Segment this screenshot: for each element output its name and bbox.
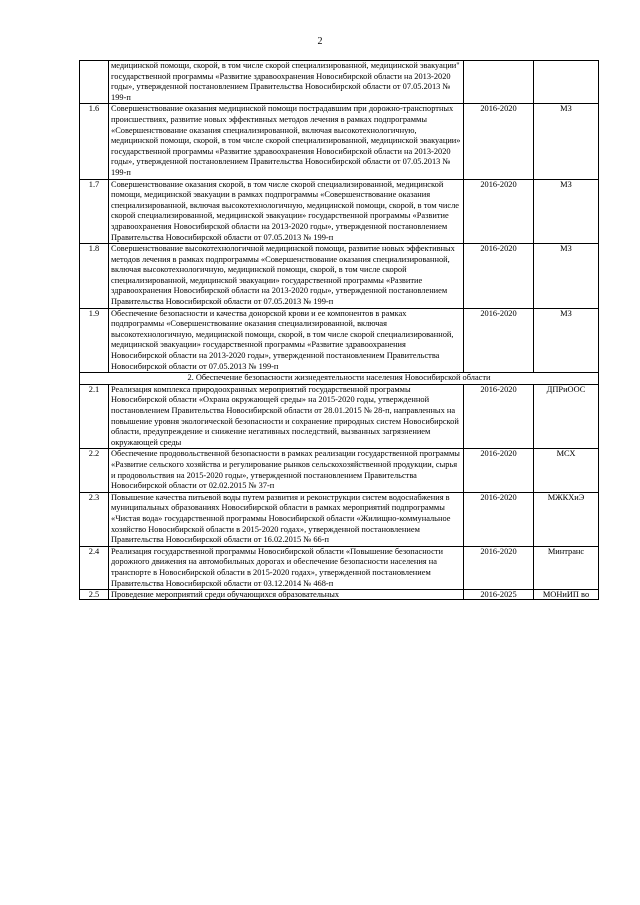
row-number: 2.1 bbox=[80, 384, 109, 449]
row-description: Повышение качества питьевой воды путем развития и реконструкции систем водоснабжения в муниципальных образованиях Новосибирской области в рамках мероприятий подпрограммы «Чистая вода» государственной программы Новосибирской области «Жилищно-коммунальное хозяйство Новосибирской области в 2015-2020 годах», утвержденной постановлением Правительства Новосибирской области от 16.02.2015 № 66-п bbox=[109, 492, 464, 546]
row-description: Совершенствование оказания скорой, в том числе скорой специализированной, медицинской помощи, медицинской эвакуации в рамках подпрограммы «Совершенствование оказания специализированной, включая высокотехнологичную, медицинской помощи, скорой, в том числе скорой специализированной, медицинской эвакуации» государственной программы «Развитие здравоохранения Новосибирской области на 2013-2020 годы», утвержденной постановлением Правительства Новосибирской области от 07.05.2013 № 199-п bbox=[109, 179, 464, 244]
row-period: 2016-2020 bbox=[464, 492, 534, 546]
row-description: Обеспечение продовольственной безопасности в рамках реализации государственной программы «Развитие сельского хозяйства и регулирование рынков сельскохозяйственной продукции, сырья и продовольствия на 2015-2020 годы», утвержденной постановлением Правительства Новосибирской области от 02.02.2015 № 37-п bbox=[109, 449, 464, 492]
table-row bbox=[80, 308, 599, 373]
row-executor: МЗ bbox=[534, 308, 599, 373]
table-row bbox=[80, 492, 599, 546]
table-row bbox=[80, 104, 599, 179]
row-executor: МЗ bbox=[534, 244, 599, 309]
row-number bbox=[80, 61, 109, 104]
row-period: 2016-2020 bbox=[464, 308, 534, 373]
row-period bbox=[464, 61, 534, 104]
row-period: 2016-2020 bbox=[464, 104, 534, 179]
row-executor: Минтранс bbox=[534, 546, 599, 589]
row-number: 1.9 bbox=[80, 308, 109, 373]
row-description: Совершенствование оказания медицинской помощи пострадавшим при дорожно-транспортных происшествиях, развитие новых эффективных методов лечения в рамках подпрограммы «Совершенствование оказания специализированной, включая высокотехнологичную, медицинской помощи, скорой, в том числе скорой специализированной, медицинской эвакуации» государственной программы «Развитие здравоохранения Новосибирской области на 2013-2020 годы», утвержденной постановлением Правительства Новосибирской области от 07.05.2013 № 199-п bbox=[109, 104, 464, 179]
section-title: 2. Обеспечение безопасности жизнедеятельности населения Новосибирской области bbox=[80, 373, 599, 385]
activities-table bbox=[79, 60, 599, 600]
row-number: 2.2 bbox=[80, 449, 109, 492]
row-executor: МЖКХиЭ bbox=[534, 492, 599, 546]
row-executor: МЗ bbox=[534, 104, 599, 179]
row-description: Проведение мероприятий среди обучающихся образовательных bbox=[109, 590, 464, 600]
row-number: 2.5 bbox=[80, 590, 109, 600]
row-period: 2016-2020 bbox=[464, 244, 534, 309]
row-period: 2016-2020 bbox=[464, 384, 534, 449]
table-row bbox=[80, 449, 599, 492]
row-description: медицинской помощи, скорой, в том числе скорой специализированной, медицинской эвакуации" государственной программы «Развитие здравоохранения Новосибирской области на 2013-2020 годы», утвержденной постановлением Правительства Новосибирской области от 07.05.2013 № 199-п bbox=[109, 61, 464, 104]
row-executor: ДПРиООС bbox=[534, 384, 599, 449]
row-period: 2016-2025 bbox=[464, 590, 534, 600]
table-row-continuation bbox=[80, 61, 599, 104]
row-description: Совершенствование высокотехнологичной медицинской помощи, развитие новых эффективных методов лечения в рамках подпрограммы «Совершенствование оказания специализированной, включая высокотехнологичную, медицинской помощи, скорой, в том числе скорой специализированной, медицинской эвакуации» государственной программы «Развитие здравоохранения Новосибирской области на 2013-2020 годы», утвержденной постановлением Правительства Новосибирской области от 07.05.2013 № 199-п bbox=[109, 244, 464, 309]
row-description: Реализация комплекса природоохранных мероприятий государственной программы Новосибирской области «Охрана окружающей среды» на 2015-2020 годы, утвержденной постановлением Правительства Новосибирской области от 28.01.2015 № 28-п, направленных на повышение уровня экологической безопасности и сохранение природных систем Новосибирской области, предупреждение и снижение негативных последствий, вызванных загрязнением окружающей среды bbox=[109, 384, 464, 449]
row-executor: МОНиИП во bbox=[534, 590, 599, 600]
row-description: Реализация государственной программы Новосибирской области «Повышение безопасности дорожного движения на автомобильных дорогах и обеспечение безопасности населения на транспорте в Новосибирской области в 2015-2020 годах», утвержденной постановлением Правительства Новосибирской области от 03.12.2014 № 468-п bbox=[109, 546, 464, 589]
row-period: 2016-2020 bbox=[464, 179, 534, 244]
page-number: 2 bbox=[317, 36, 323, 47]
row-number: 1.8 bbox=[80, 244, 109, 309]
row-executor: МЗ bbox=[534, 179, 599, 244]
row-executor: МСХ bbox=[534, 449, 599, 492]
row-number: 2.4 bbox=[80, 546, 109, 589]
section-heading-row bbox=[80, 373, 599, 385]
table-row bbox=[80, 546, 599, 589]
table-row bbox=[80, 244, 599, 309]
table-row bbox=[80, 384, 599, 449]
row-number: 1.7 bbox=[80, 179, 109, 244]
row-executor bbox=[534, 61, 599, 104]
table-row-cut bbox=[80, 590, 599, 600]
table-row bbox=[80, 179, 599, 244]
row-period: 2016-2020 bbox=[464, 449, 534, 492]
row-period: 2016-2020 bbox=[464, 546, 534, 589]
row-number: 1.6 bbox=[80, 104, 109, 179]
row-number: 2.3 bbox=[80, 492, 109, 546]
row-description: Обеспечение безопасности и качества донорской крови и ее компонентов в рамках подпрограммы «Совершенствование оказания специализированной, включая высокотехнологичную, медицинской помощи, скорой, в том числе скорой специализированной, медицинской эвакуации» государственной программы «Развитие здравоохранения Новосибирской области на 2013-2020 годы», утвержденной постановлением Правительства Новосибирской области от 07.05.2013 № 199-п bbox=[109, 308, 464, 373]
